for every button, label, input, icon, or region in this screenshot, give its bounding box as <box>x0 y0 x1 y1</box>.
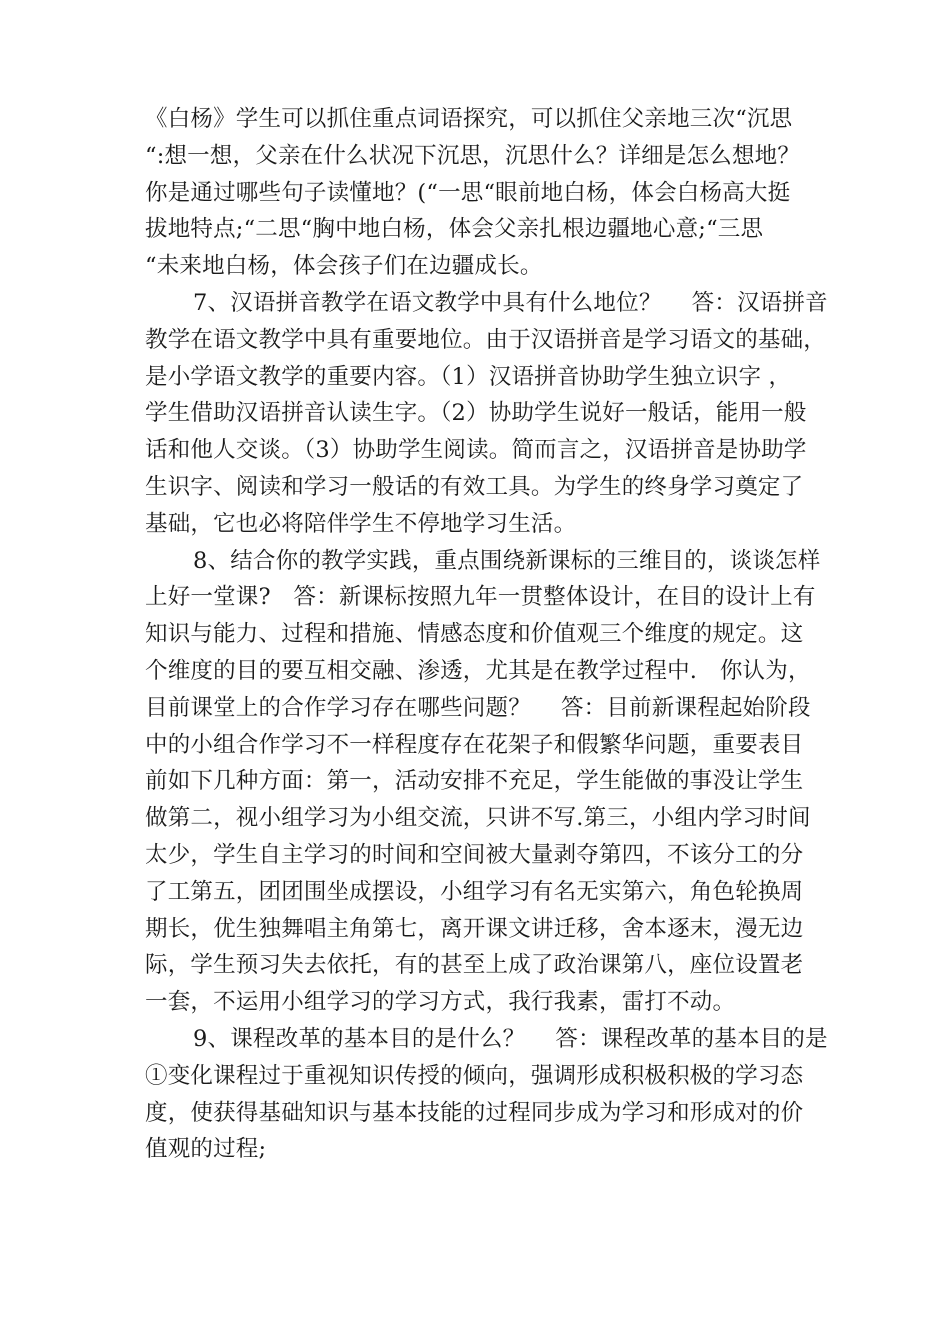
text-line: 个维度的目的要互相交融、渗透，尤其是在教学过程中. 你认为， <box>145 658 811 684</box>
text-line: 7、汉语拼音教学在语文教学中具有什么地位？ 答：汉语拼音 <box>193 290 828 316</box>
text-line: 话和他人交谈。（3）协助学生阅读。简而言之，汉语拼音是协助学 <box>145 437 807 464</box>
text-line: 度，使获得基础知识与基本技能的过程同步成为学习和形成对的价 <box>145 1099 804 1126</box>
text-line: 学生借助汉语拼音认读生字。（2）协助学生说好一般话，能用一般 <box>145 400 807 427</box>
text-line: 前如下几种方面：第一，活动安排不充足，学生能做的事没让学生 <box>145 768 804 795</box>
text-line: 际，学生预习失去依托，有的甚至上成了政治课第八，座位设置老 <box>145 952 804 979</box>
text-line: 生识字、阅读和学习一般话的有效工具。为学生的终身学习奠定了 <box>145 474 804 500</box>
text-line: 9、课程改革的基本目的是什么？ 答：课程改革的基本目的是 <box>193 1026 828 1052</box>
text-line: 期长，优生独舞唱主角第七，离开课文讲迁移，舍本逐末，漫无边 <box>145 915 804 942</box>
text-line: 你是通过哪些句子读懂地？(“一思“眼前地白杨，体会白杨高大挺 <box>145 179 791 206</box>
text-line: 《白杨》学生可以抓住重点词语探究，可以抓住父亲地三次“沉思 <box>145 106 793 132</box>
text-line: 值观的过程; <box>145 1136 267 1163</box>
text-line: ①变化课程过于重视知识传授的倾向，强调形成积极积极的学习态 <box>145 1062 804 1089</box>
text-line: 是小学语文教学的重要内容。（1）汉语拼音协助学生独立识字 ， <box>145 363 792 390</box>
text-line: “:想一想，父亲在什么状况下沉思，沉思什么？详细是怎么想地？ <box>145 142 801 169</box>
text-line: 做第二，视小组学习为小组交流，只讲不写.第三，小组内学习时间 <box>145 805 811 832</box>
text-line: 中的小组合作学习不一样程度存在花架子和假繁华问题，重要表目 <box>145 731 804 758</box>
text-line: 拔地特点;“二思“胸中地白杨，体会父亲扎根边疆地心意;“三思 <box>145 216 764 243</box>
text-line: 一套，不运用小组学习的学习方式，我行我素，雷打不动。 <box>145 989 736 1016</box>
text-line: 知识与能力、过程和措施、情感态度和价值观三个维度的规定。这 <box>145 621 804 648</box>
text-line: 基础，它也必将陪伴学生不停地学习生活。 <box>145 510 577 537</box>
text-line: 目前课堂上的合作学习存在哪些问题？ 答：目前新课程起始阶段 <box>145 694 811 721</box>
text-line: 了工第五，团团围坐成摆设，小组学习有名无实第六，角色轮换周 <box>145 878 804 905</box>
text-line: 上好一堂课? 答：新课标按照九年一贯整体设计，在目的设计上有 <box>145 584 816 611</box>
text-line: “未来地白杨，体会孩子们在边疆成长。 <box>145 253 543 280</box>
text-line: 太少，学生自主学习的时间和空间被大量剥夺第四，不该分工的分 <box>145 842 804 868</box>
text-line: 8、结合你的教学实践，重点围绕新课标的三维目的，谈谈怎样 <box>193 547 821 574</box>
text-line: 教学在语文教学中具有重要地位。由于汉语拼音是学习语文的基础， <box>145 326 827 353</box>
